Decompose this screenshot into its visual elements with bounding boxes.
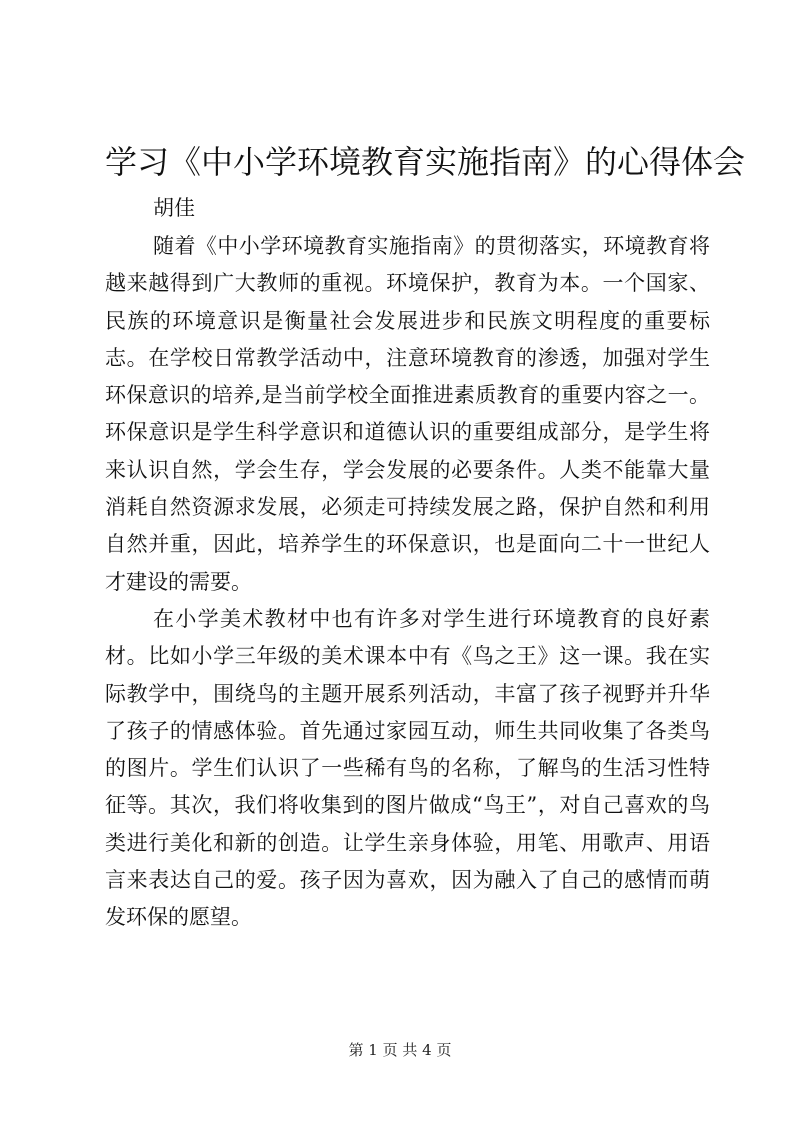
paragraph-1: 随着《中小学环境教育实施指南》的贯彻落实，环境教育将越来越得到广大教师的重视。环境保护，教育为本。一个国家、民族的环境意识是衡量社会发展进步和民族文明程度的重要标志。在学校日常教学活动中，注意环境教育的渗透，加强对学生环保意识的培养,是当前学校全面推进素质教育的重要内容之一。环保意识是学生科学意识和道德认识的重要组成部分，是学生将来认识自然，学会生存，学会发展的必要条件。人类不能靠大量消耗自然资源求发展，必须走可持续发展之路，保护自然和利用自然并重，因此，培养学生的环保意识，也是面向二十一世纪人才建设的需要。 [105,234,710,594]
document-body [105,228,710,937]
document-title: 学习《中小学环境教育实施指南》的心得体会 [105,143,746,181]
author-name: 胡佳 [153,196,195,220]
page-number-footer: 第 1 页 共 4 页 [348,1041,452,1059]
paragraph-2: 在小学美术教材中也有许多对学生进行环境教育的良好素材。比如小学三年级的美术课本中有《鸟之王》这一课。我在实际教学中，围绕鸟的主题开展系列活动，丰富了孩子视野并升华了孩子的情感体验。首先通过家园互动，师生共同收集了各类鸟的图片。学生们认识了一些稀有鸟的名称，了解鸟的生活习性特征等。其次，我们将收集到的图片做成“鸟王”，对自己喜欢的鸟类进行美化和新的创造。让学生亲身体验，用笔、用歌声、用语言来表达自己的爱。孩子因为喜欢，因为融入了自己的感情而萌发环保的愿望。 [105,606,710,930]
